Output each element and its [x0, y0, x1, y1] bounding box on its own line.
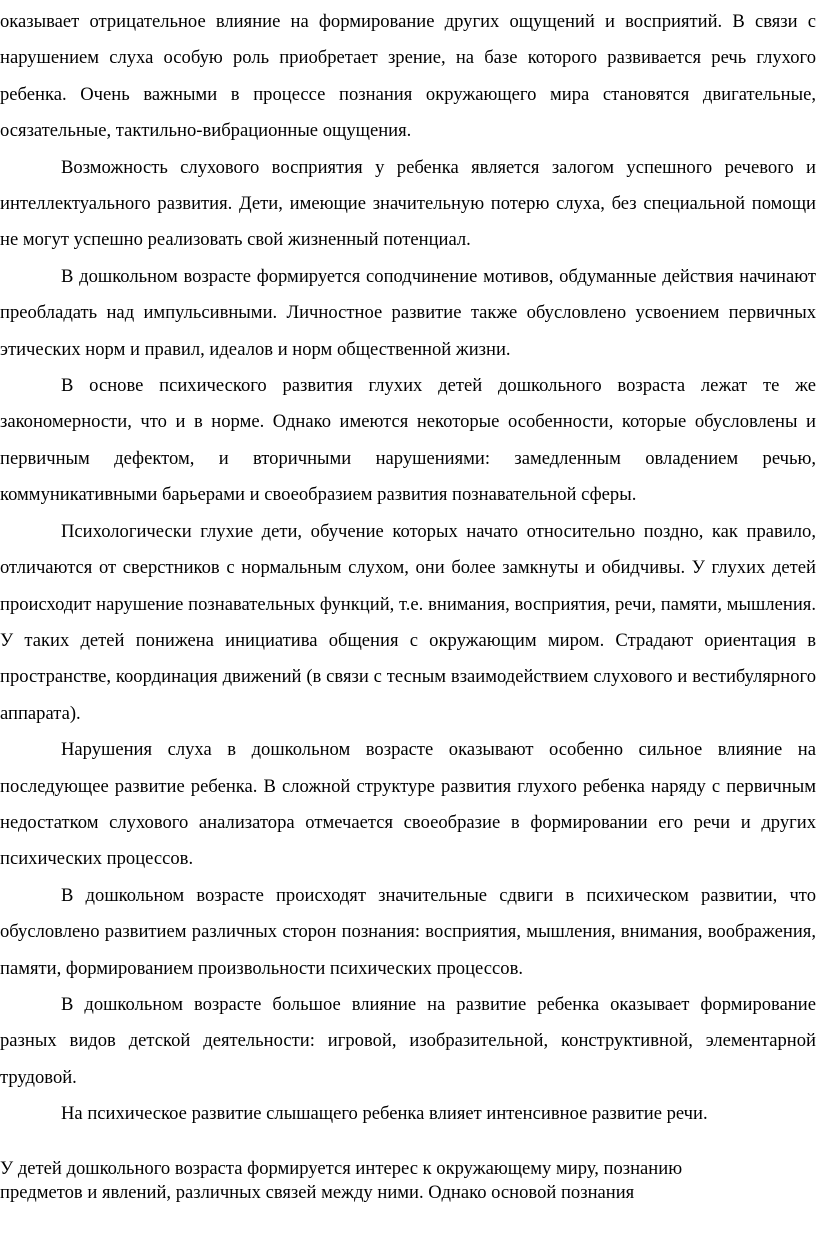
paragraph-3: В дошкольном возрасте формируется соподчинение мотивов, обдуманные действия начинают преобладать над импульсивными. Личностное развитие также обусловлено усвоением первичных этических норм и правил, идеалов и норм общественной жизни. — [0, 265, 816, 360]
paragraph-8: В дошкольном возрасте большое влияние на развитие ребенка оказывает формирование разных видов детской деятельности: игровой, изобразительной, конструктивной, элементарной трудовой. — [0, 993, 816, 1088]
document-body — [0, 4, 816, 1133]
paragraph-4: В основе психического развития глухих детей дошкольного возраста лежат те же закономерности, что и в норме. Однако имеются некоторые особенности, которые обусловлены и первичным дефектом, и вторичными нарушениями: замедленным овладением речью, коммуникативными барьерами и своеобразием развития познавательной сферы. — [0, 375, 816, 506]
tail-line-1: У детей дошкольного возраста формируется интерес к окружающему миру, познанию — [0, 1158, 683, 1179]
paragraph-7: В дошкольном возрасте происходят значительные сдвиги в психическом развитии, что обусловлено развитием различных сторон познания: восприятия, мышления, внимания, воображения, памяти, формированием произвольности психических процессов. — [0, 884, 816, 979]
document-tail — [0, 1157, 816, 1205]
paragraph-1: оказывает отрицательное влияние на формирование других ощущений и восприятий. В связи с нарушением слуха особую роль приобретает зрение, на базе которого развивается речь глухого ребенка. Очень важными в процессе познания окружающего мира становятся двигательные, осязательные, тактильно-вибрационные ощущения. — [0, 11, 816, 142]
paragraph-2: Возможность слухового восприятия у ребенка является залогом успешного речевого и интеллектуального развития. Дети, имеющие значительную потерю слуха, без специальной помощи не могут успешно реализовать свой жизненный потенциал. — [0, 156, 816, 251]
paragraph-5: Психологически глухие дети, обучение которых начато относительно поздно, как правило, отличаются от сверстников с нормальным слухом, они более замкнуты и обидчивы. У глухих детей происходит нарушение познавательных функций, т.е. внимания, восприятия, речи, памяти, мышления. У таких детей понижена инициатива общения с окружающим миром. Страдают ориентация в пространстве, координация движений (в связи с тесным взаимодействием слухового и вестибулярного аппарата). — [0, 520, 816, 724]
tail-line-2: предметов и явлений, различных связей между ними. Однако основой познания — [0, 1182, 635, 1203]
paragraph-6: Нарушения слуха в дошкольном возрасте оказывают особенно сильное влияние на последующее развитие ребенка. В сложной структуре развития глухого ребенка наряду с первичным недостатком слухового анализатора отмечается своеобразие в формировании его речи и других психических процессов. — [0, 739, 816, 870]
paragraph-9: На психическое развитие слышащего ребенка влияет интенсивное развитие речи. — [61, 1103, 708, 1125]
